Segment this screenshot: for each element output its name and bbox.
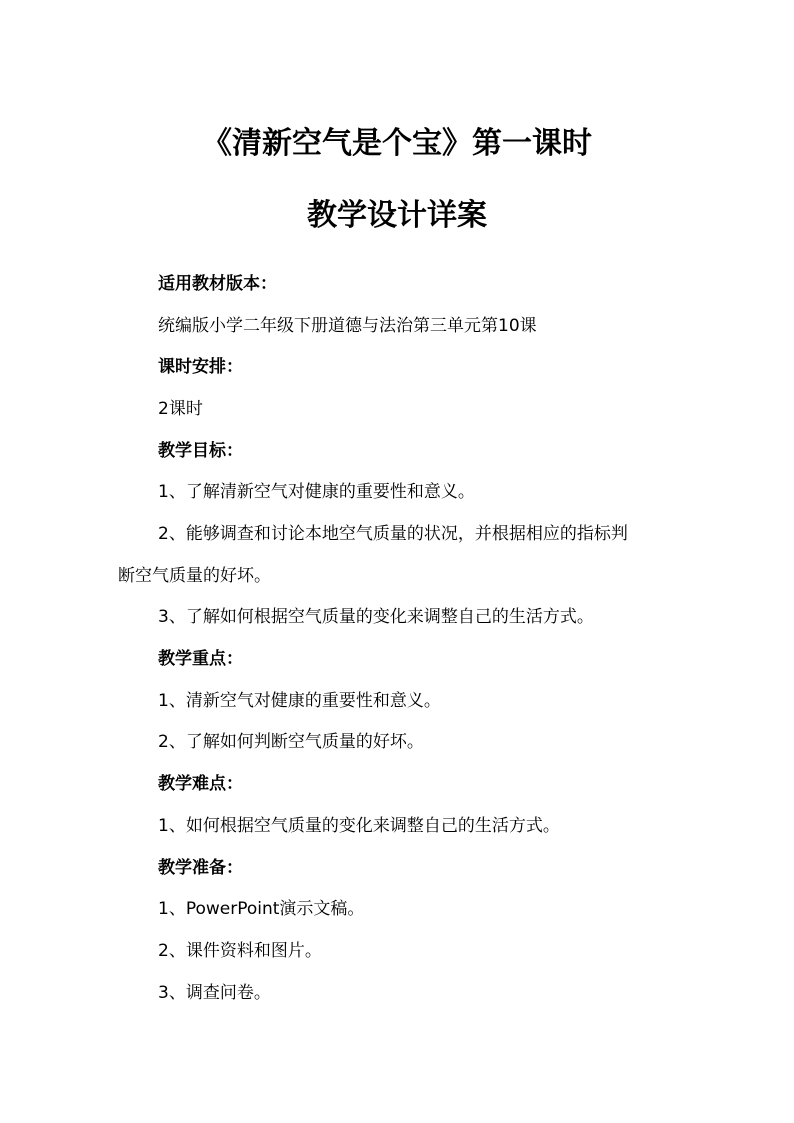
- preparation-item: 1、PowerPoint演示文稿。: [158, 899, 365, 919]
- document-title: 《清新空气是个宝》第一课时: [202, 126, 592, 161]
- difficulty-item: 1、如何根据空气质量的变化来调整自己的生活方式。: [158, 816, 560, 836]
- textbook-value: 统编版小学二年级下册道德与法治第三单元第10课: [158, 316, 537, 336]
- preparation-item: 3、调查问卷。: [158, 983, 271, 1003]
- document-subtitle: 教学设计详案: [307, 198, 487, 233]
- objective-item-continuation: 断空气质量的好坏。: [118, 566, 271, 586]
- schedule-value: 2课时: [158, 399, 203, 419]
- preparation-heading: 教学准备：: [158, 858, 243, 878]
- objective-item: 1、了解清新空气对健康的重要性和意义。: [158, 482, 475, 502]
- schedule-heading: 课时安排：: [158, 357, 243, 377]
- difficulties-heading: 教学难点：: [158, 774, 243, 794]
- objective-item: 3、了解如何根据空气质量的变化来调整自己的生活方式。: [158, 607, 594, 627]
- preparation-item: 2、课件资料和图片。: [158, 941, 322, 961]
- key-points-heading: 教学重点：: [158, 649, 243, 669]
- textbook-heading: 适用教材版本：: [158, 274, 277, 294]
- objective-item: 2、能够调查和讨论本地空气质量的状况，并根据相应的指标判: [158, 524, 628, 544]
- key-point-item: 2、了解如何判断空气质量的好坏。: [158, 732, 424, 752]
- key-point-item: 1、清新空气对健康的重要性和意义。: [158, 691, 441, 711]
- objectives-heading: 教学目标：: [158, 441, 243, 461]
